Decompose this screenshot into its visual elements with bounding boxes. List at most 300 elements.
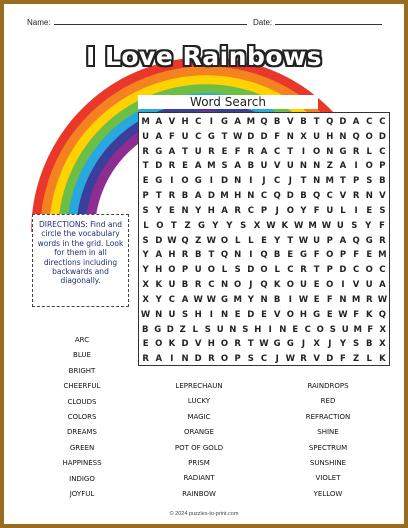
grid-letter[interactable]: A bbox=[260, 146, 268, 157]
grid-letter[interactable]: Y bbox=[155, 294, 162, 305]
grid-letter[interactable]: K bbox=[365, 309, 373, 320]
grid-letter[interactable]: O bbox=[181, 176, 189, 187]
grid-letter[interactable]: G bbox=[221, 117, 228, 127]
grid-letter[interactable]: T bbox=[313, 265, 320, 276]
grid-letter[interactable]: G bbox=[194, 176, 202, 187]
grid-letter[interactable]: M bbox=[233, 294, 242, 305]
grid-letter[interactable]: O bbox=[316, 324, 324, 335]
grid-letter[interactable]: W bbox=[206, 294, 217, 305]
grid-letter[interactable]: A bbox=[155, 354, 163, 365]
grid-letter[interactable]: B bbox=[142, 324, 149, 335]
grid-letter[interactable]: D bbox=[247, 131, 255, 142]
grid-letter[interactable]: G bbox=[313, 309, 321, 320]
grid-letter[interactable]: W bbox=[266, 220, 276, 231]
grid-letter[interactable]: C bbox=[326, 191, 333, 202]
grid-letter[interactable]: I bbox=[341, 280, 345, 291]
grid-letter[interactable]: A bbox=[339, 235, 347, 246]
grid-letter[interactable]: D bbox=[194, 354, 202, 365]
grid-letter[interactable]: R bbox=[168, 191, 176, 202]
grid-letter[interactable]: P bbox=[379, 161, 386, 172]
grid-letter[interactable]: O bbox=[365, 131, 373, 142]
grid-letter[interactable]: A bbox=[155, 131, 163, 142]
grid-letter[interactable]: H bbox=[207, 205, 215, 216]
grid-letter[interactable]: C bbox=[379, 265, 386, 276]
grid-letter[interactable]: Q bbox=[313, 191, 321, 202]
grid-letter[interactable]: Q bbox=[220, 250, 229, 261]
grid-letter[interactable]: F bbox=[234, 146, 241, 157]
grid-letter[interactable]: Q bbox=[260, 280, 268, 291]
grid-letter[interactable]: N bbox=[260, 294, 268, 305]
grid-letter[interactable]: P bbox=[326, 265, 333, 276]
grid-letter[interactable]: K bbox=[155, 280, 163, 291]
grid-letter[interactable]: F bbox=[326, 294, 333, 305]
grid-letter[interactable]: Q bbox=[352, 131, 360, 142]
grid-letter[interactable]: Y bbox=[142, 250, 149, 261]
grid-letter[interactable]: C bbox=[247, 205, 254, 216]
grid-letter[interactable]: M bbox=[141, 117, 150, 127]
grid-letter[interactable]: H bbox=[207, 339, 215, 350]
grid-letter[interactable]: M bbox=[308, 220, 317, 231]
grid-letter[interactable]: F bbox=[168, 131, 175, 142]
grid-letter[interactable]: C bbox=[379, 117, 386, 127]
grid-letter[interactable]: D bbox=[260, 131, 268, 142]
grid-letter[interactable]: R bbox=[142, 146, 149, 157]
grid-letter[interactable]: E bbox=[142, 339, 149, 350]
grid-letter[interactable]: D bbox=[339, 265, 347, 276]
grid-letter[interactable]: O bbox=[234, 280, 242, 291]
grid-letter[interactable]: S bbox=[379, 205, 386, 216]
grid-letter[interactable]: O bbox=[155, 339, 163, 350]
grid-letter[interactable]: A bbox=[339, 161, 347, 172]
grid-letter[interactable]: E bbox=[292, 324, 299, 335]
grid-letter[interactable]: N bbox=[181, 354, 189, 365]
grid-letter[interactable]: K bbox=[281, 220, 289, 231]
grid-letter[interactable]: F bbox=[340, 354, 346, 365]
grid-letter[interactable]: U bbox=[168, 280, 176, 291]
grid-letter[interactable]: A bbox=[352, 117, 360, 127]
grid-letter[interactable]: M bbox=[353, 324, 362, 335]
grid-letter[interactable]: K bbox=[379, 354, 386, 365]
grid-letter[interactable]: X bbox=[142, 294, 149, 305]
grid-letter[interactable]: W bbox=[193, 294, 203, 305]
grid-letter[interactable]: B bbox=[247, 161, 255, 172]
grid-letter[interactable]: G bbox=[286, 339, 294, 350]
grid-letter[interactable]: P bbox=[142, 191, 149, 202]
grid-letter[interactable]: N bbox=[286, 131, 294, 142]
grid-letter[interactable]: A bbox=[234, 161, 241, 172]
grid-letter[interactable]: R bbox=[168, 161, 176, 172]
grid-letter[interactable]: P bbox=[326, 235, 333, 246]
grid-letter[interactable]: B bbox=[181, 280, 189, 291]
grid-letter[interactable]: X bbox=[379, 339, 386, 350]
grid-letter[interactable]: W bbox=[377, 294, 388, 305]
grid-letter[interactable]: I bbox=[354, 205, 358, 216]
grid-letter[interactable]: T bbox=[208, 250, 215, 261]
grid-letter[interactable]: T bbox=[182, 146, 188, 157]
grid-letter[interactable]: D bbox=[378, 131, 386, 142]
grid-letter[interactable]: Y bbox=[365, 220, 372, 231]
grid-letter[interactable]: V bbox=[339, 191, 347, 202]
grid-letter[interactable]: S bbox=[329, 324, 336, 335]
grid-letter[interactable]: N bbox=[299, 161, 308, 172]
grid-letter[interactable]: C bbox=[366, 117, 373, 127]
grid-letter[interactable]: H bbox=[181, 117, 189, 127]
grid-letter[interactable]: Q bbox=[273, 191, 281, 202]
grid-letter[interactable]: I bbox=[249, 250, 253, 261]
grid-letter[interactable]: D bbox=[339, 117, 347, 127]
grid-letter[interactable]: A bbox=[168, 146, 176, 157]
grid-letter[interactable]: M bbox=[220, 191, 229, 202]
grid-letter[interactable]: H bbox=[155, 265, 163, 276]
grid-letter[interactable]: F bbox=[353, 309, 359, 320]
grid-letter[interactable]: R bbox=[194, 280, 202, 291]
grid-letter[interactable]: U bbox=[181, 131, 189, 142]
grid-letter[interactable]: Y bbox=[142, 265, 149, 276]
grid-letter[interactable]: E bbox=[234, 309, 241, 320]
grid-letter[interactable]: J bbox=[301, 339, 306, 350]
grid-letter[interactable]: B bbox=[366, 339, 373, 350]
grid-letter[interactable]: V bbox=[194, 339, 202, 350]
grid-letter[interactable]: C bbox=[274, 146, 281, 157]
grid-letter[interactable]: R bbox=[300, 265, 307, 276]
grid-letter[interactable]: W bbox=[338, 309, 348, 320]
grid-letter[interactable]: G bbox=[339, 146, 347, 157]
grid-letter[interactable]: V bbox=[313, 354, 320, 365]
grid-letter[interactable]: S bbox=[234, 265, 241, 276]
grid-letter[interactable]: F bbox=[313, 250, 320, 261]
grid-letter[interactable]: N bbox=[247, 191, 255, 202]
grid-letter[interactable]: U bbox=[341, 324, 349, 335]
grid-letter[interactable]: N bbox=[313, 161, 321, 172]
grid-letter[interactable]: S bbox=[204, 324, 211, 335]
grid-letter[interactable]: J bbox=[249, 280, 253, 291]
word-search-grid[interactable] bbox=[138, 112, 390, 366]
grid-letter[interactable]: S bbox=[353, 339, 360, 350]
grid-letter[interactable]: X bbox=[253, 220, 261, 231]
grid-letter[interactable]: G bbox=[221, 294, 228, 305]
grid-letter[interactable]: M bbox=[246, 117, 256, 127]
grid-letter[interactable]: O bbox=[286, 205, 294, 216]
grid-letter[interactable]: B bbox=[273, 117, 281, 127]
grid-letter[interactable]: N bbox=[220, 280, 229, 291]
grid-letter[interactable]: U bbox=[168, 309, 176, 320]
grid-letter[interactable]: R bbox=[300, 354, 307, 365]
grid-letter[interactable]: O bbox=[260, 265, 268, 276]
grid-letter[interactable]: J bbox=[262, 176, 266, 187]
grid-letter[interactable]: B bbox=[273, 294, 281, 305]
grid-letter[interactable]: J bbox=[275, 205, 279, 216]
grid-letter[interactable]: P bbox=[352, 176, 360, 187]
grid-letter[interactable]: H bbox=[168, 250, 176, 261]
grid-letter[interactable]: K bbox=[168, 339, 176, 350]
grid-letter[interactable]: Y bbox=[300, 205, 307, 216]
grid-letter[interactable]: S bbox=[221, 161, 228, 172]
grid-letter[interactable]: V bbox=[352, 280, 360, 291]
grid-letter[interactable]: N bbox=[234, 250, 242, 261]
grid-letter[interactable]: U bbox=[336, 220, 344, 231]
grid-letter[interactable]: O bbox=[168, 265, 176, 276]
grid-letter[interactable]: A bbox=[155, 250, 163, 261]
grid-letter[interactable]: H bbox=[194, 309, 202, 320]
grid-letter[interactable]: U bbox=[313, 131, 321, 142]
grid-letter[interactable]: O bbox=[156, 220, 164, 231]
grid-letter[interactable]: Z bbox=[195, 235, 202, 246]
grid-letter[interactable]: B bbox=[300, 117, 307, 127]
grid-letter[interactable]: Q bbox=[260, 117, 268, 127]
grid-letter[interactable]: A bbox=[194, 161, 202, 172]
grid-letter[interactable]: T bbox=[155, 191, 162, 202]
grid-letter[interactable]: A bbox=[379, 280, 386, 291]
grid-letter[interactable]: E bbox=[261, 235, 267, 246]
grid-letter[interactable]: L bbox=[274, 265, 280, 276]
grid-letter[interactable]: B bbox=[181, 191, 189, 202]
grid-letter[interactable]: J bbox=[288, 176, 292, 187]
grid-letter[interactable]: N bbox=[326, 146, 334, 157]
grid-letter[interactable]: R bbox=[247, 146, 255, 157]
grid-letter[interactable]: X bbox=[300, 131, 307, 142]
grid-letter[interactable]: N bbox=[279, 324, 287, 335]
grid-letter[interactable]: O bbox=[326, 280, 334, 291]
grid-letter[interactable]: U bbox=[260, 161, 268, 172]
grid-letter[interactable]: G bbox=[155, 146, 163, 157]
grid-letter[interactable]: E bbox=[182, 161, 188, 172]
grid-letter[interactable]: G bbox=[273, 339, 281, 350]
grid-letter[interactable]: Q bbox=[260, 250, 268, 261]
grid-letter[interactable]: O bbox=[220, 339, 229, 350]
grid-letter[interactable]: V bbox=[379, 191, 386, 202]
grid-letter[interactable]: Y bbox=[226, 220, 233, 231]
grid-letter[interactable]: A bbox=[155, 117, 163, 127]
grid-letter[interactable]: T bbox=[313, 117, 320, 127]
grid-letter[interactable]: D bbox=[220, 176, 229, 187]
grid-letter[interactable]: R bbox=[234, 205, 241, 216]
grid-letter[interactable]: F bbox=[353, 250, 359, 261]
grid-letter[interactable]: F bbox=[367, 324, 374, 335]
grid-letter[interactable]: R bbox=[208, 146, 215, 157]
grid-letter[interactable]: C bbox=[287, 265, 294, 276]
grid-letter[interactable]: P bbox=[339, 250, 347, 261]
grid-letter[interactable]: A bbox=[181, 294, 189, 305]
grid-letter[interactable]: O bbox=[286, 280, 294, 291]
grid-letter[interactable]: V bbox=[273, 309, 281, 320]
grid-letter[interactable]: A bbox=[194, 191, 202, 202]
grid-letter[interactable]: E bbox=[326, 309, 333, 320]
grid-letter[interactable]: O bbox=[220, 235, 229, 246]
grid-letter[interactable]: Y bbox=[212, 220, 219, 231]
grid-letter[interactable]: I bbox=[209, 309, 213, 320]
grid-letter[interactable]: K bbox=[273, 280, 281, 291]
grid-letter[interactable]: D bbox=[286, 191, 294, 202]
grid-letter[interactable]: S bbox=[242, 324, 249, 335]
grid-letter[interactable]: C bbox=[195, 117, 202, 127]
grid-letter[interactable]: U bbox=[300, 280, 307, 291]
grid-letter[interactable]: Y bbox=[339, 339, 347, 350]
grid-letter[interactable]: V bbox=[273, 161, 281, 172]
grid-letter[interactable]: T bbox=[247, 339, 254, 350]
grid-letter[interactable]: S bbox=[240, 220, 247, 231]
grid-letter[interactable]: L bbox=[366, 354, 372, 365]
grid-letter[interactable]: E bbox=[261, 309, 267, 320]
grid-letter[interactable]: D bbox=[166, 324, 174, 335]
grid-letter[interactable]: N bbox=[313, 176, 321, 187]
grid-letter[interactable]: W bbox=[321, 220, 332, 231]
grid-letter[interactable]: M bbox=[325, 176, 335, 187]
grid-letter[interactable]: M bbox=[207, 161, 216, 172]
grid-letter[interactable]: L bbox=[366, 146, 372, 157]
grid-letter[interactable]: E bbox=[287, 250, 294, 261]
grid-letter[interactable]: U bbox=[216, 324, 224, 335]
grid-letter[interactable]: R bbox=[181, 250, 189, 261]
grid-letter[interactable]: C bbox=[274, 176, 281, 187]
grid-letter[interactable]: I bbox=[354, 161, 358, 172]
grid-letter[interactable]: U bbox=[194, 265, 202, 276]
grid-letter[interactable]: L bbox=[192, 324, 198, 335]
grid-letter[interactable]: O bbox=[286, 309, 294, 320]
grid-letter[interactable]: U bbox=[142, 131, 150, 142]
grid-letter[interactable]: W bbox=[167, 235, 177, 246]
grid-letter[interactable]: Q bbox=[378, 309, 387, 320]
grid-letter[interactable]: R bbox=[234, 339, 241, 350]
grid-letter[interactable]: T bbox=[287, 235, 294, 246]
grid-letter[interactable]: Z bbox=[353, 354, 360, 365]
grid-letter[interactable]: S bbox=[247, 354, 254, 365]
grid-letter[interactable]: Q bbox=[181, 235, 189, 246]
grid-letter[interactable]: E bbox=[168, 205, 175, 216]
grid-letter[interactable]: C bbox=[260, 191, 268, 202]
grid-letter[interactable]: I bbox=[288, 294, 292, 305]
grid-letter[interactable]: S bbox=[351, 220, 358, 231]
grid-letter[interactable]: S bbox=[142, 235, 149, 246]
grid-letter[interactable]: G bbox=[198, 220, 205, 231]
grid-letter[interactable]: C bbox=[379, 146, 386, 157]
grid-letter[interactable]: I bbox=[209, 176, 213, 187]
grid-letter[interactable]: G bbox=[365, 235, 373, 246]
grid-letter[interactable]: M bbox=[378, 250, 387, 261]
grid-letter[interactable]: U bbox=[286, 161, 294, 172]
grid-letter[interactable]: H bbox=[254, 324, 262, 335]
grid-letter[interactable]: A bbox=[234, 117, 241, 127]
grid-letter[interactable]: J bbox=[328, 339, 332, 350]
grid-letter[interactable]: R bbox=[352, 191, 360, 202]
grid-letter[interactable]: L bbox=[234, 235, 241, 246]
grid-letter[interactable]: C bbox=[260, 354, 268, 365]
grid-letter[interactable]: J bbox=[275, 354, 279, 365]
grid-letter[interactable]: R bbox=[208, 354, 215, 365]
grid-letter[interactable]: E bbox=[313, 280, 320, 291]
grid-letter[interactable]: D bbox=[207, 191, 215, 202]
grid-letter[interactable]: G bbox=[299, 250, 307, 261]
grid-letter[interactable]: W bbox=[294, 220, 304, 231]
grid-letter[interactable]: P bbox=[234, 354, 241, 365]
grid-letter[interactable]: N bbox=[339, 131, 347, 142]
grid-letter[interactable]: W bbox=[232, 131, 243, 142]
grid-letter[interactable]: E bbox=[366, 250, 373, 261]
grid-letter[interactable]: N bbox=[155, 309, 163, 320]
grid-letter[interactable]: W bbox=[285, 354, 295, 365]
grid-letter[interactable]: I bbox=[209, 117, 213, 127]
grid-letter[interactable]: N bbox=[365, 191, 373, 202]
grid-letter[interactable]: Y bbox=[247, 294, 254, 305]
grid-letter[interactable]: G bbox=[207, 131, 215, 142]
grid-letter[interactable]: U bbox=[365, 280, 373, 291]
grid-letter[interactable]: O bbox=[365, 265, 373, 276]
grid-letter[interactable]: C bbox=[304, 324, 311, 335]
grid-letter[interactable]: O bbox=[220, 354, 229, 365]
grid-letter[interactable]: D bbox=[247, 309, 255, 320]
grid-letter[interactable]: D bbox=[181, 339, 189, 350]
grid-letter[interactable]: G bbox=[155, 176, 163, 187]
grid-letter[interactable]: W bbox=[259, 339, 269, 350]
grid-letter[interactable]: L bbox=[221, 265, 228, 276]
grid-letter[interactable]: E bbox=[366, 205, 373, 216]
grid-letter[interactable]: N bbox=[220, 309, 229, 320]
grid-letter[interactable]: W bbox=[298, 235, 309, 246]
grid-letter[interactable]: Y bbox=[195, 205, 202, 216]
grid-letter[interactable]: I bbox=[249, 176, 253, 187]
grid-letter[interactable]: C bbox=[208, 280, 215, 291]
grid-letter[interactable]: T bbox=[221, 131, 228, 142]
grid-letter[interactable]: F bbox=[274, 131, 281, 142]
grid-letter[interactable]: V bbox=[287, 117, 294, 127]
grid-letter[interactable]: X bbox=[142, 280, 149, 291]
grid-letter[interactable]: R bbox=[142, 354, 149, 365]
grid-letter[interactable]: P bbox=[181, 265, 189, 276]
grid-letter[interactable]: C bbox=[352, 265, 360, 276]
grid-letter[interactable]: S bbox=[181, 309, 189, 320]
grid-letter[interactable]: P bbox=[260, 205, 268, 216]
grid-letter[interactable]: I bbox=[170, 354, 174, 365]
grid-letter[interactable]: H bbox=[326, 131, 334, 142]
grid-letter[interactable]: N bbox=[229, 324, 237, 335]
grid-letter[interactable]: O bbox=[313, 146, 321, 157]
grid-letter[interactable]: E bbox=[142, 176, 149, 187]
grid-letter[interactable]: H bbox=[299, 309, 308, 320]
grid-letter[interactable]: W bbox=[298, 294, 309, 305]
grid-letter[interactable]: C bbox=[168, 294, 176, 305]
grid-letter[interactable]: T bbox=[142, 161, 149, 172]
grid-letter[interactable]: Z bbox=[326, 161, 333, 172]
grid-letter[interactable]: B bbox=[273, 250, 281, 261]
grid-letter[interactable]: V bbox=[168, 117, 176, 127]
grid-letter[interactable]: I bbox=[268, 324, 272, 335]
grid-letter[interactable]: E bbox=[313, 294, 320, 305]
grid-letter[interactable]: Z bbox=[184, 220, 191, 231]
grid-letter[interactable]: D bbox=[155, 161, 163, 172]
grid-letter[interactable]: D bbox=[155, 235, 163, 246]
grid-letter[interactable]: F bbox=[379, 220, 385, 231]
grid-letter[interactable]: X bbox=[379, 324, 387, 335]
grid-letter[interactable]: Y bbox=[274, 235, 281, 246]
grid-letter[interactable]: F bbox=[313, 205, 320, 216]
grid-letter[interactable]: T bbox=[340, 176, 346, 187]
grid-letter[interactable]: G bbox=[154, 324, 162, 335]
grid-letter[interactable]: A bbox=[221, 205, 228, 216]
grid-letter[interactable]: L bbox=[143, 220, 149, 231]
grid-letter[interactable]: L bbox=[248, 235, 254, 246]
grid-letter[interactable]: X bbox=[313, 339, 320, 350]
grid-letter[interactable]: N bbox=[181, 205, 189, 216]
grid-letter[interactable]: U bbox=[326, 205, 334, 216]
grid-letter[interactable]: R bbox=[352, 146, 360, 157]
grid-letter[interactable]: I bbox=[170, 176, 174, 187]
grid-letter[interactable]: N bbox=[234, 176, 242, 187]
grid-letter[interactable]: T bbox=[170, 220, 177, 231]
grid-letter[interactable]: W bbox=[206, 235, 217, 246]
grid-letter[interactable]: E bbox=[221, 146, 228, 157]
grid-letter[interactable]: Y bbox=[155, 205, 162, 216]
grid-letter[interactable]: U bbox=[194, 146, 202, 157]
grid-letter[interactable]: T bbox=[287, 146, 294, 157]
